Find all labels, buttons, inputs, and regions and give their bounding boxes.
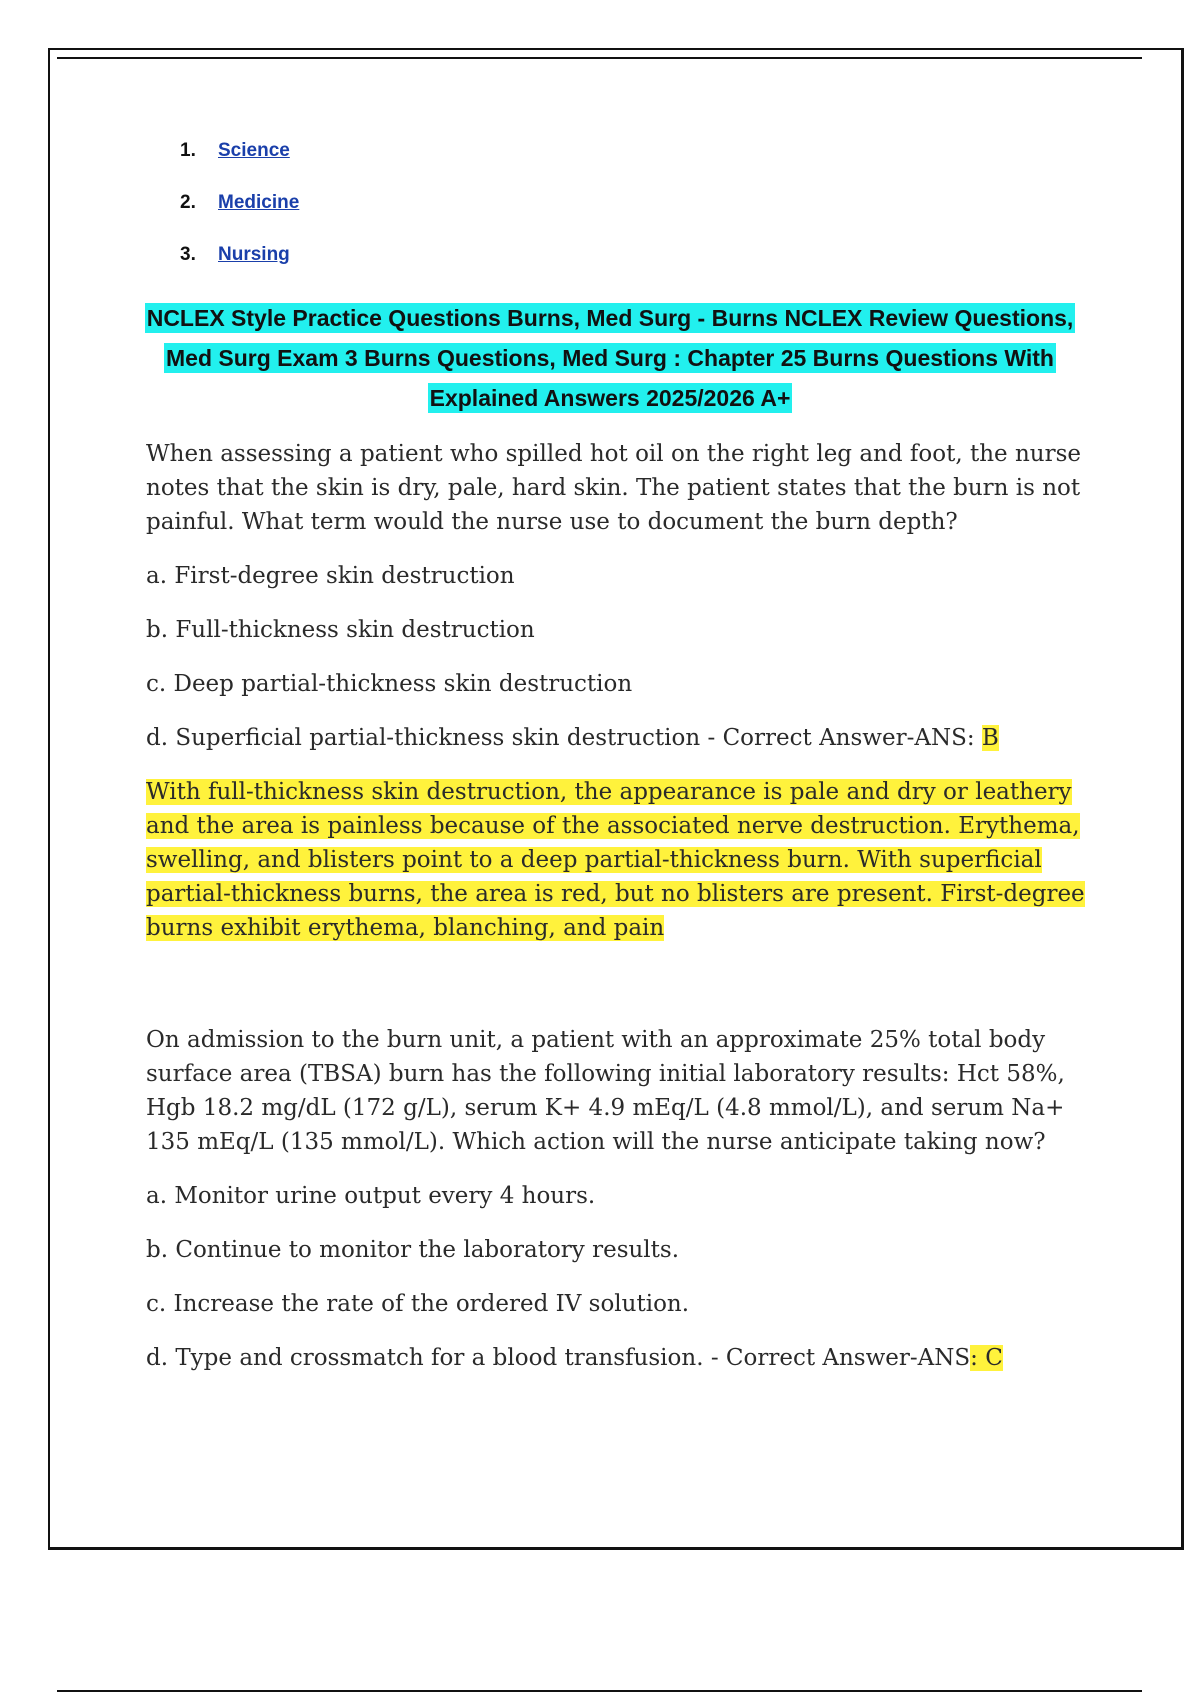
top-rule <box>57 57 1142 59</box>
correct-answer: : C <box>970 1345 1003 1371</box>
breadcrumb-number: 2. <box>180 192 196 213</box>
answer-option-b: b. Full-thickness skin destruction <box>146 617 535 643</box>
breadcrumb-number: 1. <box>180 140 196 161</box>
answer-option-b: b. Continue to monitor the laboratory results. <box>146 1237 680 1263</box>
breadcrumb-item-science <box>180 140 299 192</box>
answer-option-d <box>146 1341 1096 1375</box>
question-stem: When assessing a patient who spilled hot oil on the right leg and foot, the nurse notes that the skin is dry, pale, hard skin. The patient states that the burn is not painful. What term would the nurse use to document the burn depth? <box>146 441 1081 535</box>
breadcrumb-link-medicine[interactable]: Medicine <box>218 192 300 213</box>
rationale <box>146 775 1096 945</box>
answer-option-d-text: d. Superficial partial-thickness skin destruction - Correct Answer-ANS: <box>146 725 982 751</box>
answer-option-c: c. Increase the rate of the ordered IV solution. <box>146 1291 690 1317</box>
title-text: NCLEX Style Practice Questions Burns, Med Surg - Burns NCLEX Review Questions, Med Surg Exam 3 Burns Questions, Med Surg : Chapter 25 Burns Questions With Explained Answers 2025/2026 A+ <box>146 305 1074 411</box>
question-2 <box>146 1023 1096 1395</box>
breadcrumb <box>180 140 299 296</box>
correct-answer: B <box>981 725 999 751</box>
answer-option-a: a. Monitor urine output every 4 hours. <box>146 1183 596 1209</box>
answer-option-d <box>146 721 1096 755</box>
breadcrumb-item-medicine <box>180 192 299 244</box>
answer-option-d-text: d. Type and crossmatch for a blood transfusion. - Correct Answer-ANS <box>146 1345 971 1371</box>
document-title <box>140 298 1080 418</box>
bottom-rule <box>57 1690 1142 1692</box>
breadcrumb-link-nursing[interactable]: Nursing <box>218 244 290 265</box>
question-1 <box>146 437 1096 965</box>
answer-option-c: c. Deep partial-thickness skin destruction <box>146 671 633 697</box>
breadcrumb-number: 3. <box>180 244 196 265</box>
breadcrumb-link-science[interactable]: Science <box>218 140 290 161</box>
answer-option-a: a. First-degree skin destruction <box>146 563 515 589</box>
breadcrumb-item-nursing <box>180 244 299 296</box>
rationale-text: With full-thickness skin destruction, the appearance is pale and dry or leathery and the area is painless because of the associated nerve destruction. Erythema, swelling, and blisters point to a deep partial-thickness burn. With superficial partial-thickness burns, the area is red, but no blisters are present. First-degree burns exhibit erythema, blanching, and pain <box>146 779 1085 941</box>
question-stem: On admission to the burn unit, a patient with an approximate 25% total body surface area (TBSA) burn has the following initial laboratory results: Hct 58%, Hgb 18.2 mg/dL (172 g/L), serum K+ 4.9 mEq/L (4.8 mmol/L), and serum Na+ 135 mEq/L (135 mmol/L). Which action will the nurse anticipate taking now? <box>146 1027 1065 1155</box>
